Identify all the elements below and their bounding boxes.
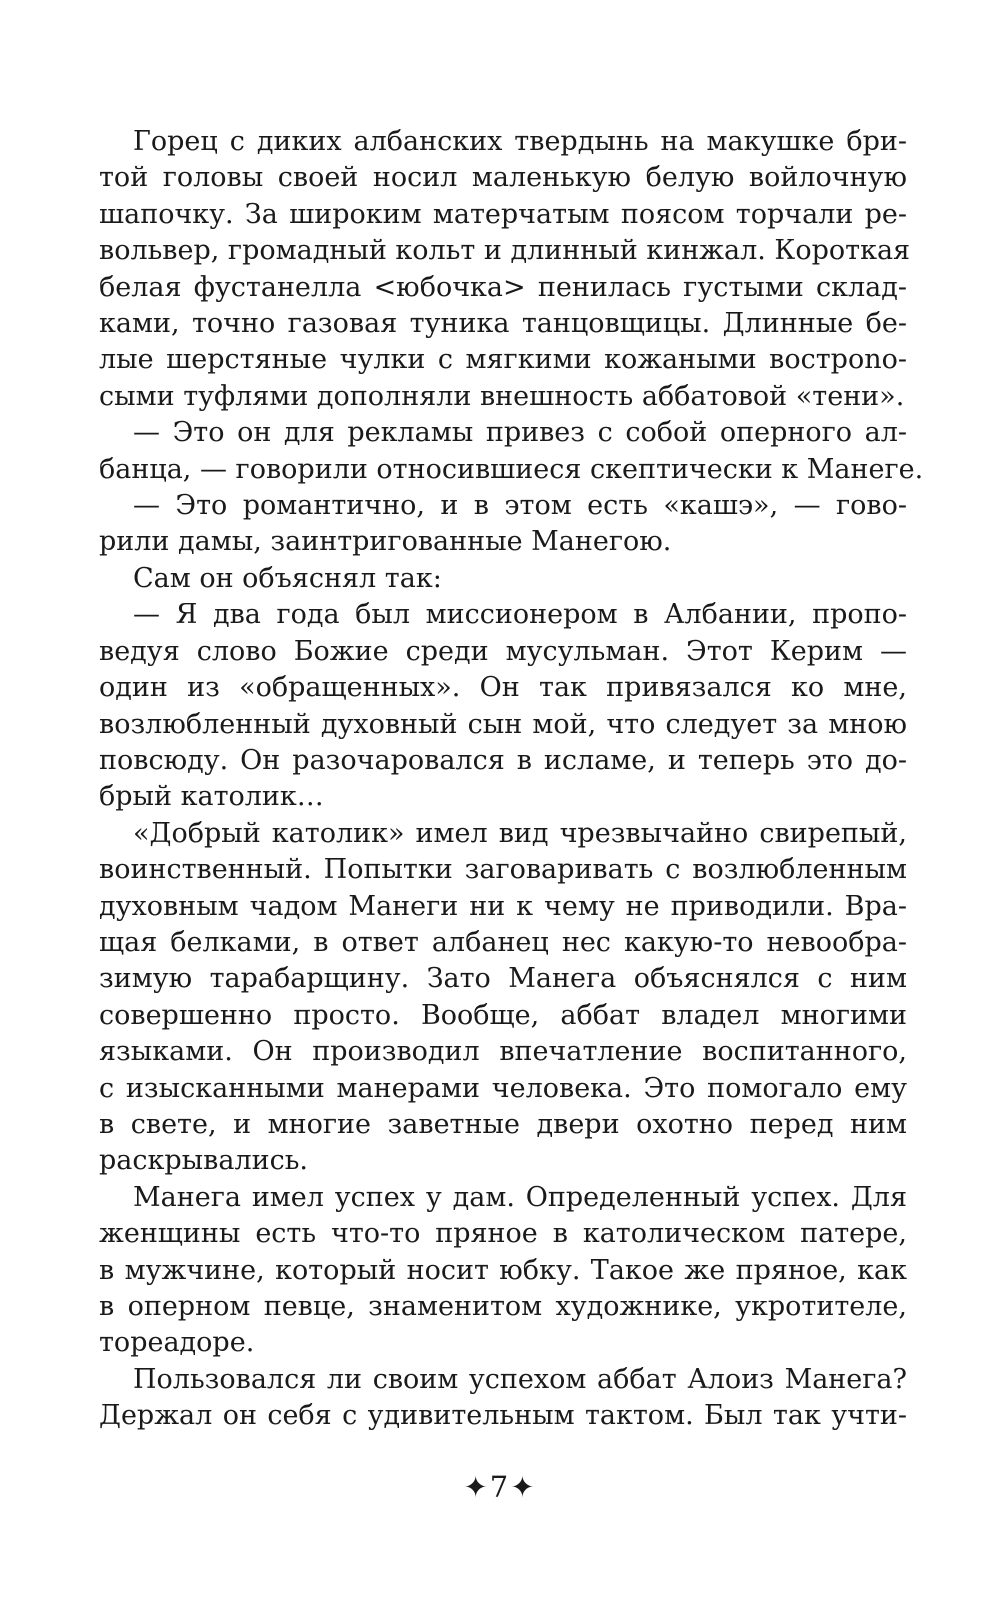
paragraph bbox=[99, 561, 907, 597]
text-line: один из «обращенных». Он так привязался ко мне, bbox=[99, 672, 907, 704]
text-line: — Это романтично, и в этом есть «кашэ», — гово- bbox=[133, 490, 907, 522]
page-number: ✦7✦ bbox=[463, 1470, 537, 1504]
text-line: в оперном певце, знаменитом художнике, укротителе, bbox=[99, 1291, 907, 1322]
text-line: в свете, и многие заветные двери охотно перед ним bbox=[99, 1108, 907, 1140]
text-line: — Это он для рекламы привез с собой оперного ал- bbox=[133, 417, 907, 449]
text-line: лые шерстяные чулки с мягкими кожаными вострono- bbox=[99, 344, 907, 376]
text-line: рили дамы, заинтригованные Манегою. bbox=[99, 526, 672, 558]
text-line: с изысканными манерами человека. Это помогало ему bbox=[99, 1072, 907, 1104]
text-line: совершенно просто. Вообще, аббат владел многими bbox=[99, 999, 907, 1031]
text-line: Манега имел успех у дам. Определенный успех. Для bbox=[133, 1181, 907, 1213]
text-line: воинственный. Попытки заговаривать с возлюбленным bbox=[99, 854, 907, 886]
text-line: ками, точно газовая туника танцовщицы. Длинные бе- bbox=[99, 308, 907, 340]
paragraph bbox=[99, 597, 907, 815]
text-line: Пользовался ли своим успехом аббат Алоиз Манега? bbox=[133, 1363, 907, 1395]
paragraph bbox=[99, 415, 924, 488]
paragraph bbox=[99, 816, 907, 1180]
text-line: тореадоре. bbox=[99, 1327, 255, 1359]
text-line: духовным чадом Манеги ни к чему не приводили. Вра- bbox=[99, 890, 907, 922]
text-line: щая белками, в ответ албанец нес какую-то невообра- bbox=[99, 926, 907, 958]
text-line: ведуя слово Божие среди мусульман. Этот Керим — bbox=[99, 635, 907, 667]
text-line: банца, — говорили относившиеся скептически к Манеге. bbox=[99, 453, 924, 485]
paragraph bbox=[99, 1362, 907, 1435]
paragraph bbox=[99, 488, 907, 561]
text-line: зимую тарабарщину. Зато Манега объяснялся с ним bbox=[99, 963, 907, 995]
text-line: женщины есть что-то пряное в католическом патере, bbox=[99, 1218, 907, 1250]
paragraph bbox=[99, 124, 911, 415]
text-line: белая фустанелла <юбочка> пенилась густыми склад- bbox=[99, 271, 907, 303]
text-line: Сам он объяснял так: bbox=[133, 562, 442, 594]
text-line: вольвер, громадный кольт и длинный кинжал. Короткая bbox=[99, 235, 911, 267]
text-line: в мужчине, который носит юбку. Такое же пряное, как bbox=[99, 1254, 907, 1286]
text-line: раскрывались. bbox=[99, 1145, 308, 1177]
text-line: сыми туфлями дополняли внешность аббатовой «тени». bbox=[99, 380, 905, 412]
text-line: «Добрый католик» имел вид чрезвычайно свирепый, bbox=[133, 817, 907, 849]
text-line: Держал он себя с удивительным тактом. Был так учти- bbox=[99, 1400, 907, 1432]
text-line: языками. Он производил впечатление воспитанного, bbox=[99, 1036, 907, 1068]
text-line: Горец с диких албанских твердынь на макушке бри- bbox=[133, 126, 907, 157]
text-line: той головы своей носил маленькую белую войлочную bbox=[99, 162, 907, 194]
text-line: шапочку. За широким матерчатым поясом торчали ре- bbox=[99, 198, 907, 230]
text-line: брый католик… bbox=[99, 781, 324, 813]
text-line: возлюбленный духовный сын мой, что следует за мною bbox=[99, 708, 907, 740]
text-line: повсюду. Он разочаровался в исламе, и теперь это до- bbox=[99, 744, 907, 776]
text-line: — Я два года был миссионером в Албании, пропо- bbox=[133, 599, 907, 631]
page-text bbox=[99, 124, 924, 1435]
paragraph bbox=[99, 1180, 907, 1362]
